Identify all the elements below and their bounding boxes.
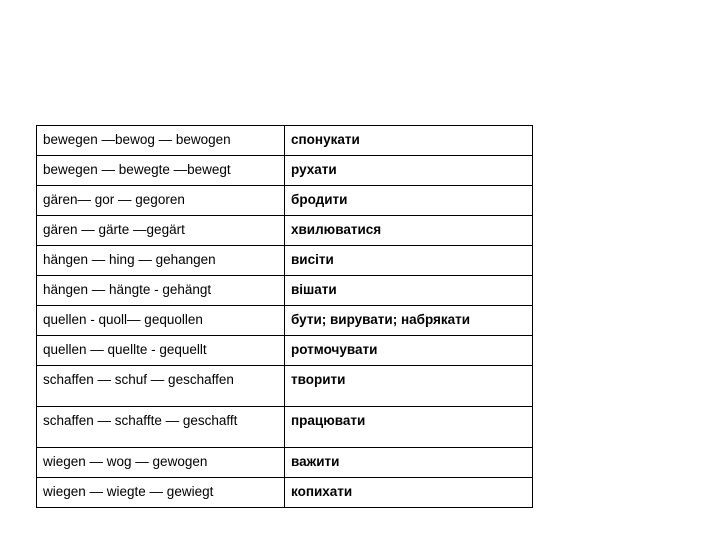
verb-forms-cell: quellen — quellte - gequellt <box>37 336 285 366</box>
verb-forms-cell: hängen — hing — gehangen <box>37 246 285 276</box>
verb-forms-cell: hängen — hängte - gehängt <box>37 276 285 306</box>
verb-forms-cell: schaffen — schuf — geschaffen <box>37 366 285 407</box>
table-row <box>37 216 533 246</box>
verb-translation-table <box>36 125 533 508</box>
verb-forms-cell: bewegen — bewegte —bewegt <box>37 156 285 186</box>
table-row <box>37 336 533 366</box>
translation-cell: працювати <box>285 407 533 448</box>
table-row <box>37 306 533 336</box>
table-row <box>37 126 533 156</box>
translation-cell: хвилюватися <box>285 216 533 246</box>
translation-cell: важити <box>285 448 533 478</box>
table-row <box>37 156 533 186</box>
verb-forms-cell: schaffen — schaffte — geschafft <box>37 407 285 448</box>
translation-cell: ротмочувати <box>285 336 533 366</box>
table-row <box>37 276 533 306</box>
table-row <box>37 366 533 407</box>
translation-cell: творити <box>285 366 533 407</box>
verb-forms-cell: wiegen — wiegte — gewiegt <box>37 478 285 508</box>
verb-forms-cell: bewegen —bewog — bewogen <box>37 126 285 156</box>
table-row <box>37 246 533 276</box>
translation-cell: бути; вирувати; набрякати <box>285 306 533 336</box>
table-row <box>37 448 533 478</box>
translation-cell: спонукати <box>285 126 533 156</box>
translation-cell: рухати <box>285 156 533 186</box>
table-row <box>37 407 533 448</box>
verb-forms-cell: wiegen — wog — gewogen <box>37 448 285 478</box>
verb-forms-cell: gären— gor — gegoren <box>37 186 285 216</box>
translation-cell: висіти <box>285 246 533 276</box>
translation-cell: копихати <box>285 478 533 508</box>
table-row <box>37 478 533 508</box>
translation-cell: вішати <box>285 276 533 306</box>
verb-forms-cell: quellen - quoll— gequollen <box>37 306 285 336</box>
verb-forms-cell: gären — gärte —gegärt <box>37 216 285 246</box>
table-row <box>37 186 533 216</box>
translation-cell: бродити <box>285 186 533 216</box>
